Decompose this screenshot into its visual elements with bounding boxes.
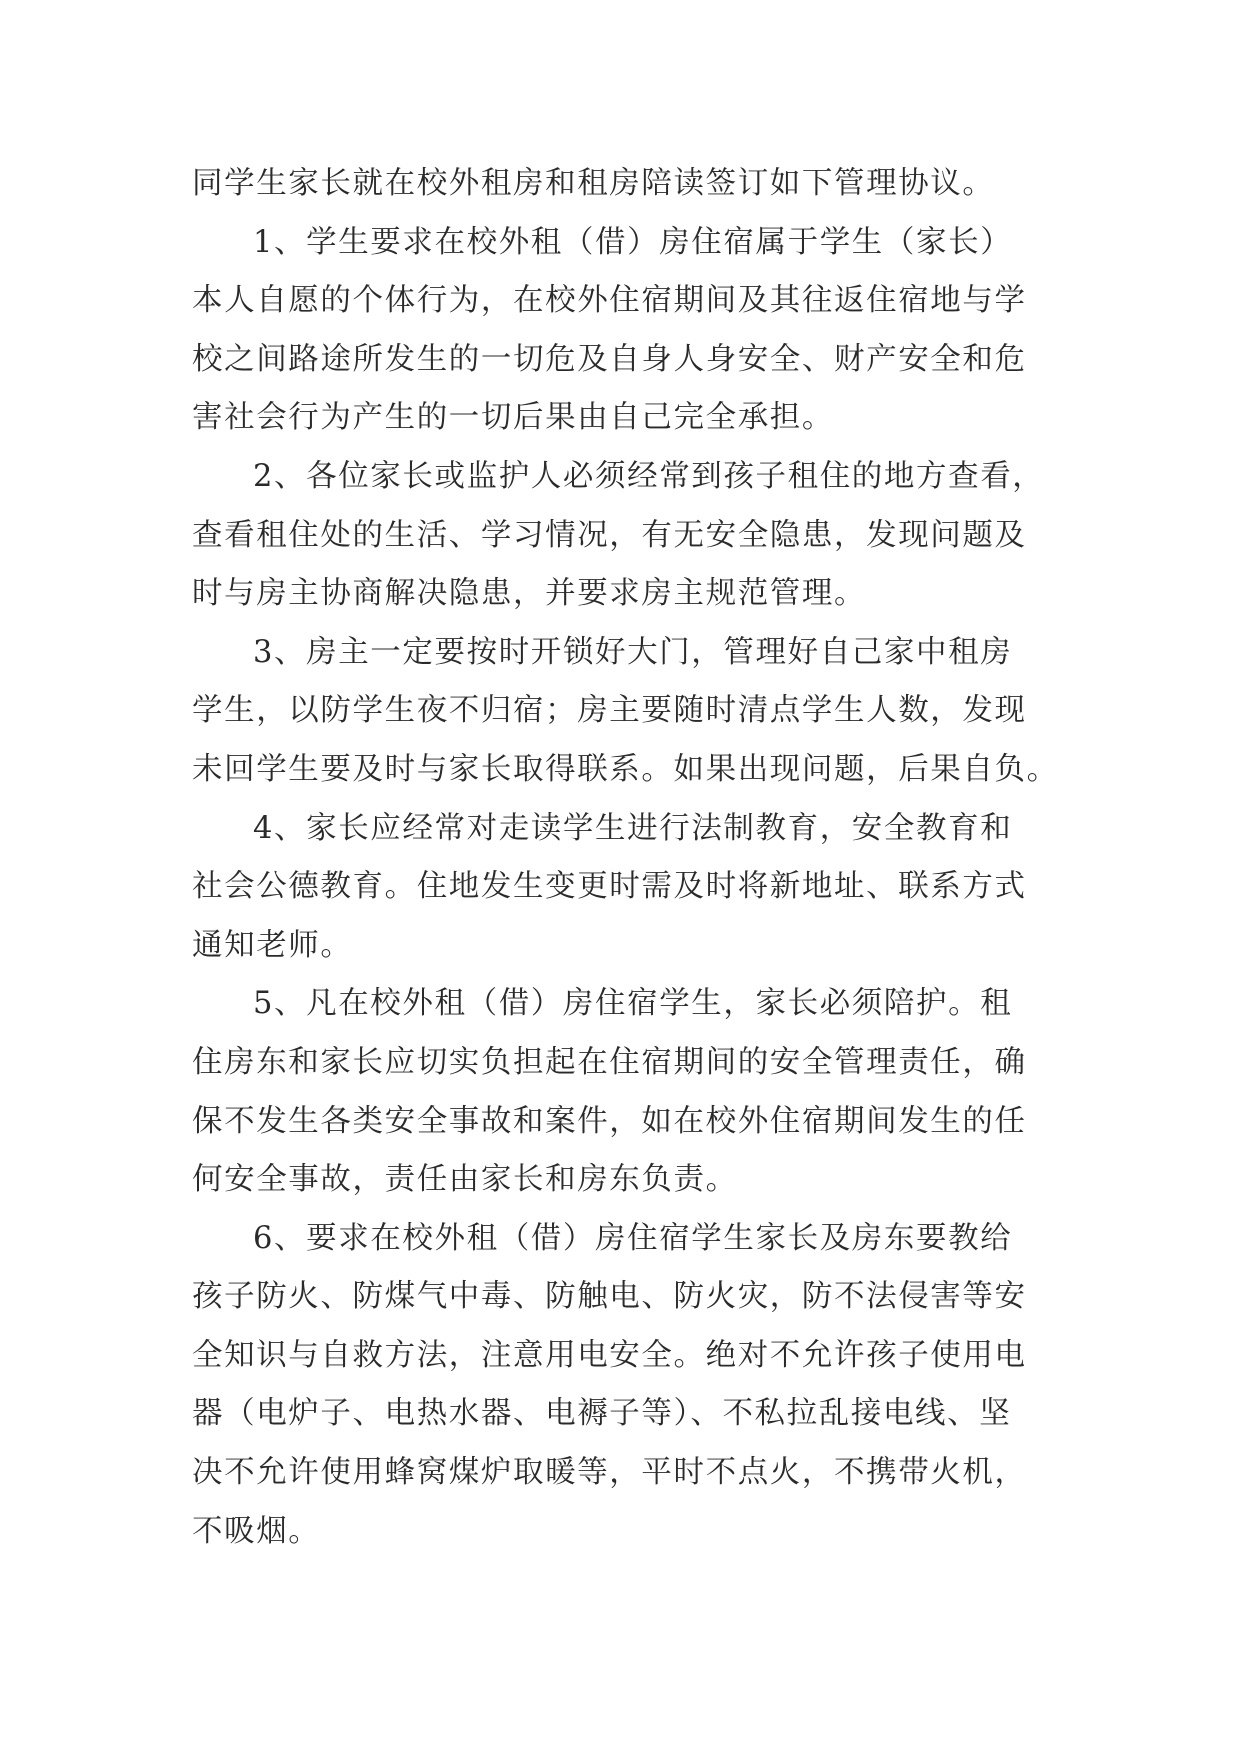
text-line: 5、凡在校外租（借）房住宿学生，家长必须陪护。租 bbox=[253, 986, 1013, 1022]
text-line: 时与房主协商解决隐患，并要求房主规范管理。 bbox=[192, 576, 867, 612]
text-line: 1、学生要求在校外租（借）房住宿属于学生（家长） bbox=[253, 224, 1013, 260]
text-line: 2、各位家长或监护人必须经常到孩子租住的地方查看， bbox=[253, 458, 1045, 494]
text-line: 校之间路途所发生的一切危及自身人身安全、财产安全和危 bbox=[192, 341, 1027, 377]
text-line: 保不发生各类安全事故和案件，如在校外住宿期间发生的任 bbox=[192, 1103, 1027, 1139]
text-line: 4、家长应经常对走读学生进行法制教育，安全教育和 bbox=[253, 810, 1013, 846]
text-line: 何安全事故，责任由家长和房东负责。 bbox=[192, 1162, 738, 1198]
text-line: 查看租住处的生活、学习情况，有无安全隐患，发现问题及 bbox=[192, 517, 1027, 553]
text-line: 3、房主一定要按时开锁好大门，管理好自己家中租房 bbox=[253, 634, 1013, 670]
text-line: 学生，以防学生夜不归宿；房主要随时清点学生人数，发现 bbox=[192, 693, 1027, 729]
text-line: 社会公德教育。住地发生变更时需及时将新地址、联系方式 bbox=[192, 869, 1027, 905]
text-line: 同学生家长就在校外租房和租房陪读签订如下管理协议。 bbox=[192, 166, 995, 201]
text-line: 通知老师。 bbox=[192, 927, 353, 963]
text-line: 害社会行为产生的一切后果由自己完全承担。 bbox=[192, 400, 834, 436]
text-line: 全知识与自救方法，注意用电安全。绝对不允许孩子使用电 bbox=[192, 1337, 1027, 1373]
text-line: 决不允许使用蜂窝煤炉取暖等，平时不点火，不携带火机， bbox=[192, 1455, 1027, 1491]
text-line: 本人自愿的个体行为，在校外住宿期间及其往返住宿地与学 bbox=[192, 283, 1027, 319]
text-line: 器（电炉子、电热水器、电褥子等）、不私拉乱接电线、坚 bbox=[192, 1396, 1012, 1432]
text-line: 孩子防火、防煤气中毒、防触电、防火灾，防不法侵害等安 bbox=[192, 1279, 1027, 1315]
text-line: 不吸烟。 bbox=[192, 1513, 321, 1549]
text-line: 6、要求在校外租（借）房住宿学生家长及房东要教给 bbox=[253, 1220, 1013, 1256]
text-line: 未回学生要及时与家长取得联系。如果出现问题，后果自负。 bbox=[192, 751, 1059, 787]
text-line: 住房东和家长应切实负担起在住宿期间的安全管理责任，确 bbox=[192, 1044, 1027, 1080]
document-body bbox=[192, 155, 1062, 1561]
